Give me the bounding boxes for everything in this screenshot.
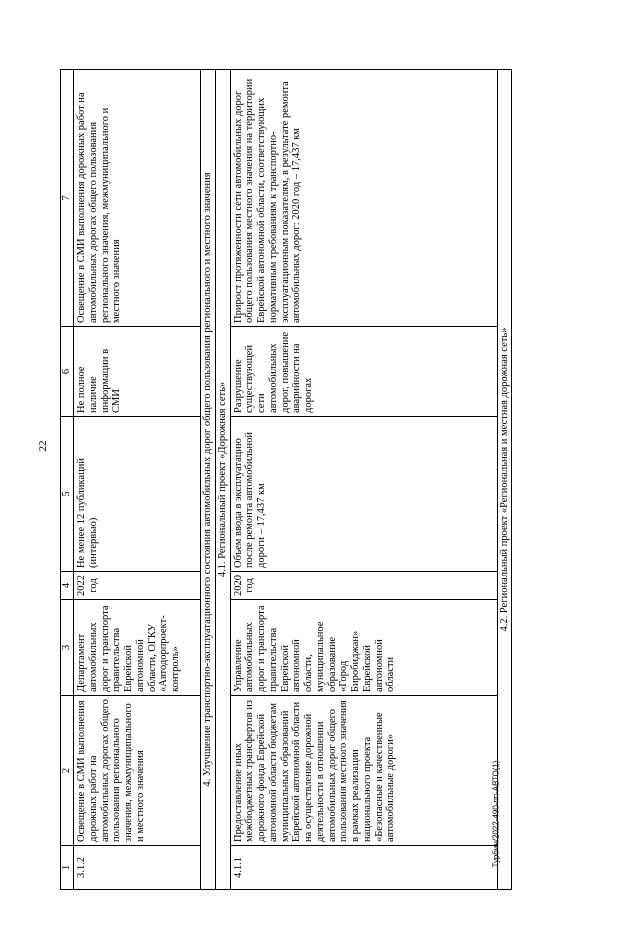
executor: Департамент автомобильных дорог и транспорта правительства Еврейской автономной области, ОГКУ «Автодорпроект-контроль» [74,600,201,696]
activities-table [60,69,512,890]
table-container [60,70,580,890]
document-code: Турбин/2022-490-пп-АВТО(1) [491,760,501,868]
row-number: 4.1.1 [230,846,497,890]
page-number: 22 [37,440,49,452]
header-col-3: 3 [61,600,74,696]
section-heading: 4. Улучшение транспортно-эксплуатационного состояния автомобильных дорог общего пользования регионального и местного значения [201,70,216,890]
expected-result: Не менее 12 публикаций (интервью) [74,417,201,572]
indicator-link: Прирост протяженности сети автомобильных дорог общего пользования местного значения на территории Еврейской автономной области, соответствующих нормативным требованиям к транспортно-эксплуатационным показателям, в результате ремонта автомобильных дорог: 2020 год – 17,437 км [230,70,497,327]
table-row [230,70,497,890]
deadline-year: 2022 год [74,572,201,600]
indicator-link: Освещение в СМИ выполнения дорожных работ на автомобильных дорогах общего пользования регионального значения, межмуниципального и местного значения [74,70,201,327]
activity-name: Предоставление иных межбюджетных трансфертов из дорожного фонда Еврейской автономной области бюджетам муниципальных образований Еврейской автономной области на осуществление дорожной деятельности в отношении автомобильных дорог общего пользования местного значения в рамках реализации национального проекта «Безопасные и качественные автомобильные дороги» [230,696,497,846]
header-row [61,70,74,890]
section-row [201,70,216,890]
header-col-2: 2 [61,696,74,846]
rotated-table-frame [60,70,580,890]
row-number: 3.1.2 [74,846,201,890]
executor: Управление автомобильных дорог и транспорта правительства Еврейской автономной области, муниципальное образование «Город Биробиджан» Еврейской автономной области [230,600,497,696]
header-col-7: 7 [61,70,74,327]
consequence: Не полное наличие информации в СМИ [74,327,201,417]
consequence: Разрушение существующей сети автомобильных дорог, повышение аварийности на дорогах [230,327,497,417]
activity-name: Освещение в СМИ выполнения дорожных работ на автомобильных дорогах общего пользования регионального значения, межмуниципального и местного значения [74,696,201,846]
header-col-6: 6 [61,327,74,417]
expected-result: Объем ввода в эксплуатацию после ремонта автомобильной дороги – 17,437 км [230,417,497,572]
header-col-4: 4 [61,572,74,600]
deadline-year: 2020 год [230,572,497,600]
subsection-heading: 4.1. Региональный проект «Дорожная сеть» [215,70,230,890]
subsection-row [215,70,230,890]
subsection-heading: 4.2. Региональный проект «Региональная и местная дорожная сеть» [497,70,512,890]
header-col-1: 1 [61,846,74,890]
header-col-5: 5 [61,417,74,572]
table-row [74,70,201,890]
